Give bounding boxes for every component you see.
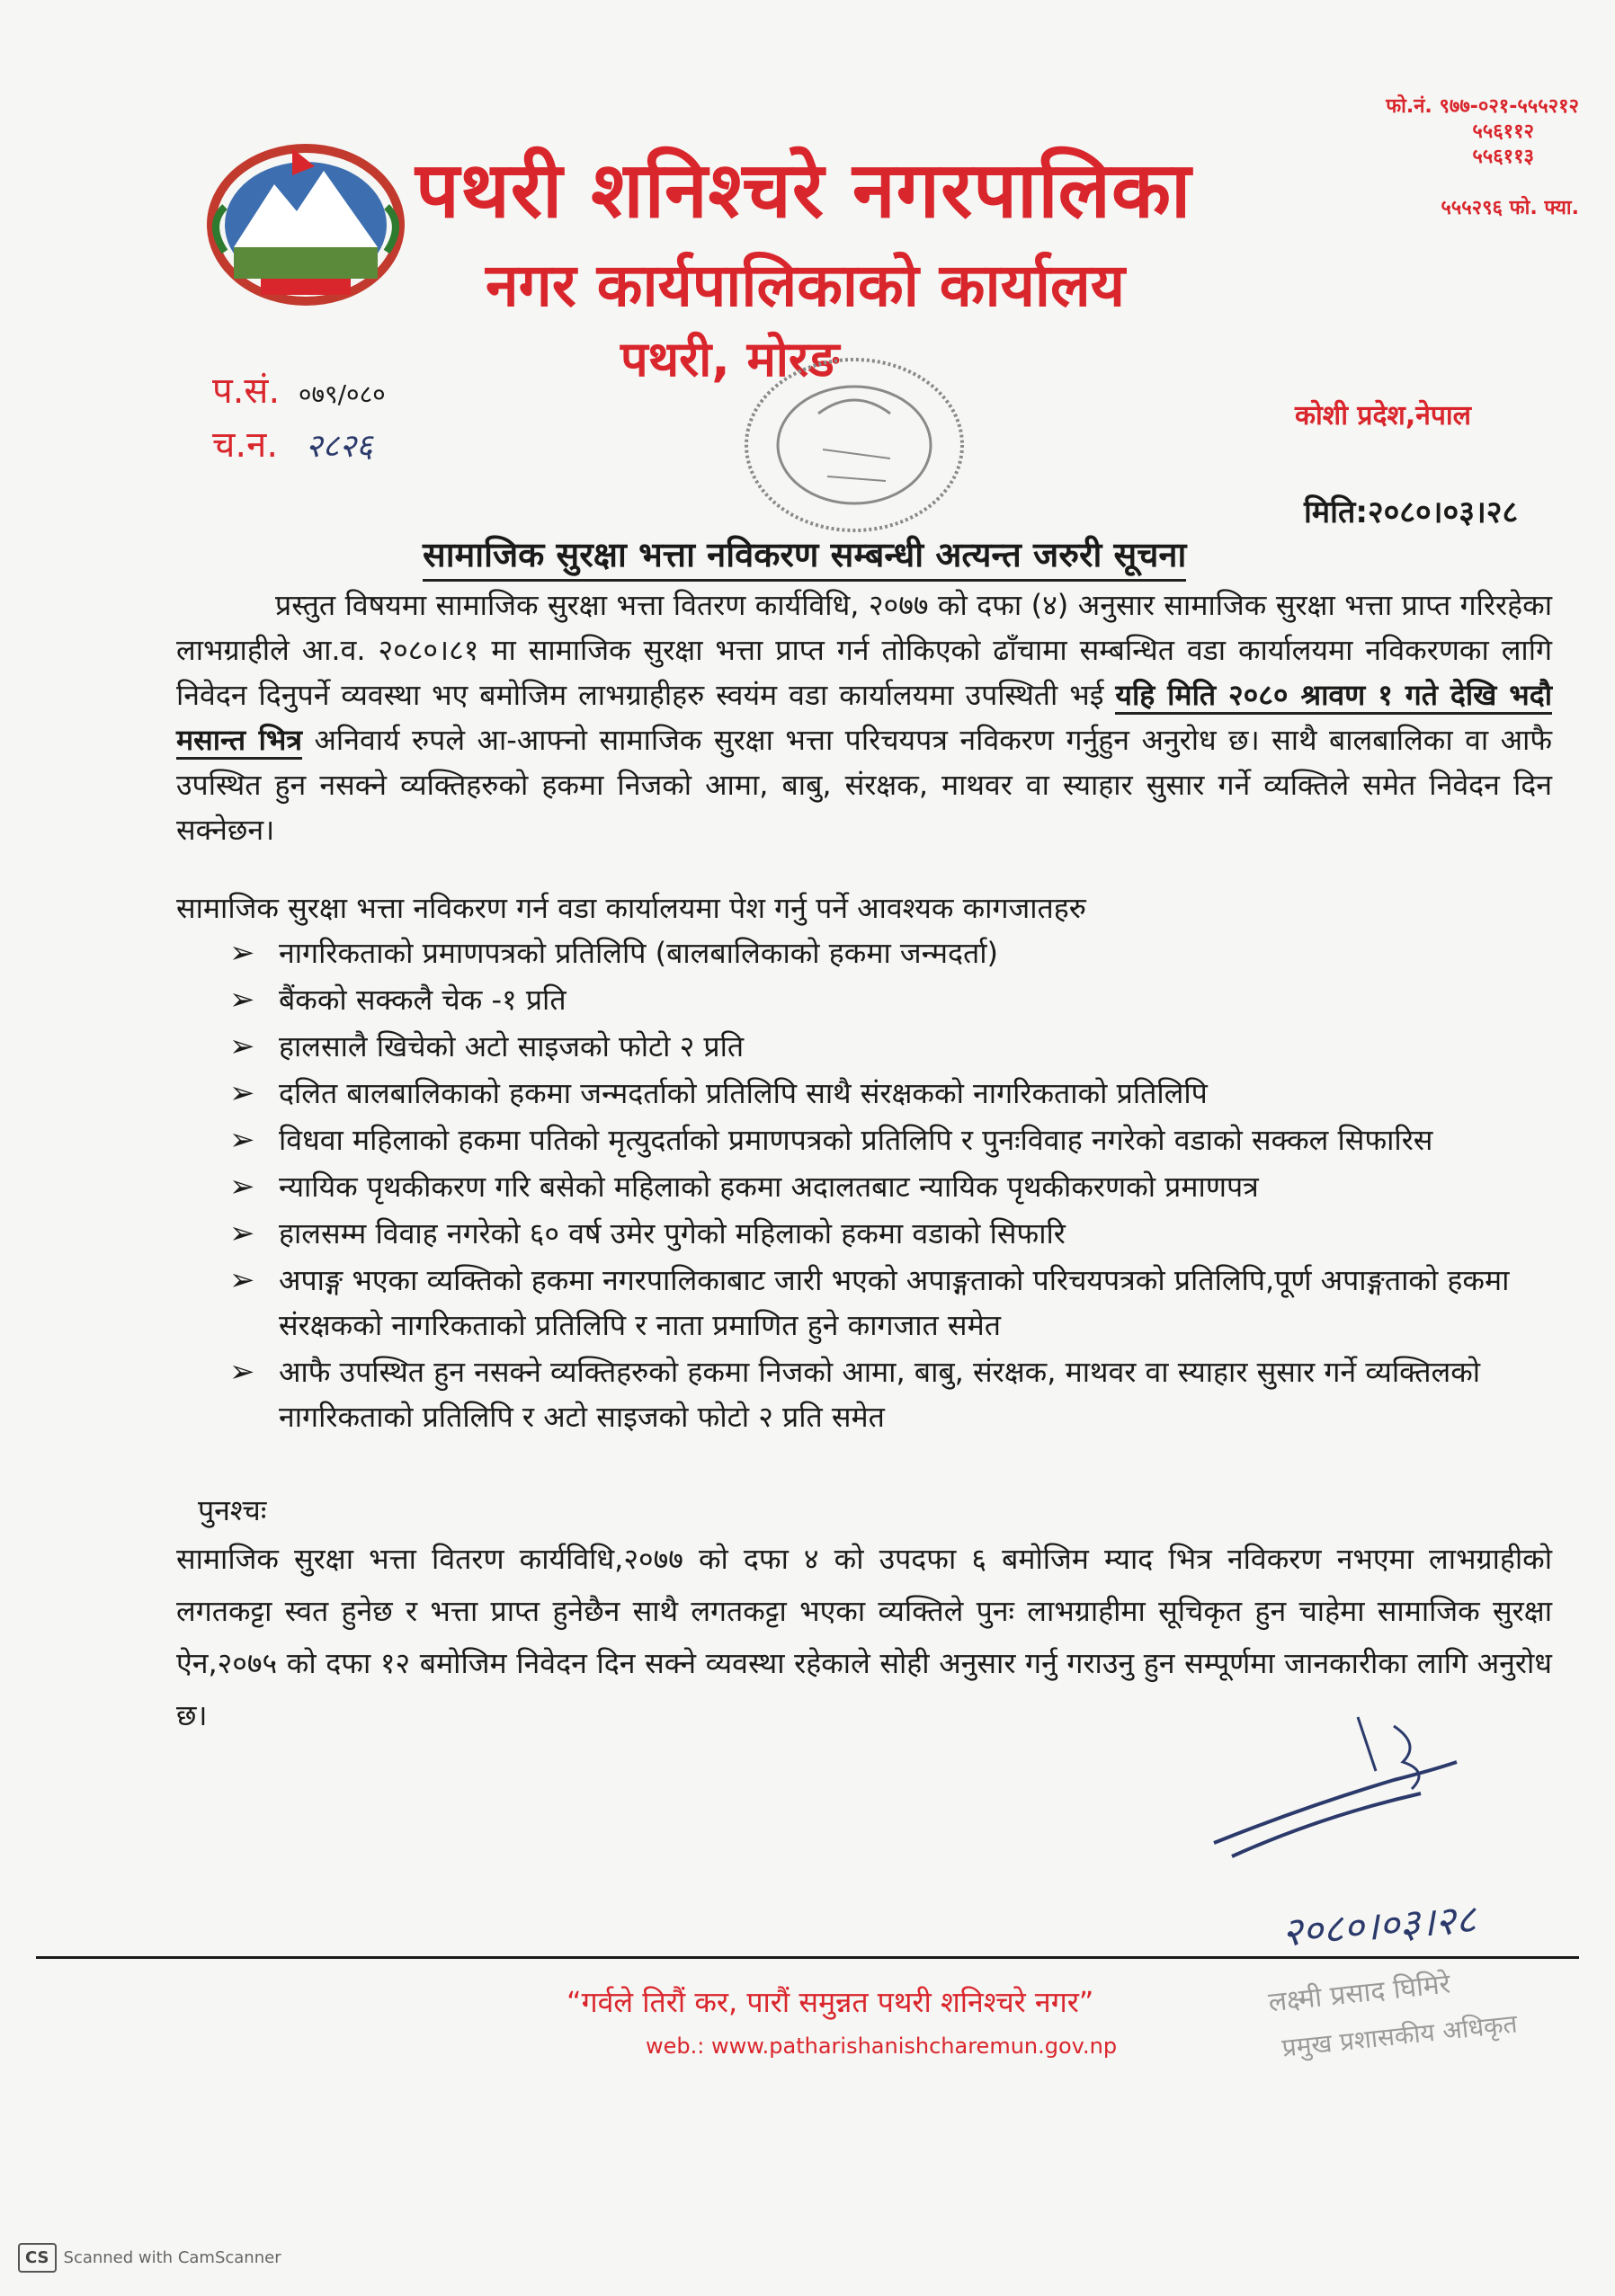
postscript-label: पुनश्चः bbox=[198, 1493, 267, 1527]
intro-deadline-highlight: यहि मिति २०८० श्रावण १ गते देखि भदौ मसान्त भित्र bbox=[176, 678, 1552, 760]
nepal-emblem-logo bbox=[198, 135, 414, 306]
arrow-bullet-icon: ➢ bbox=[229, 1354, 255, 1390]
handwritten-signature bbox=[1196, 1708, 1520, 1909]
ps-label: प.सं. bbox=[212, 370, 281, 412]
arrow-bullet-icon: ➢ bbox=[229, 1215, 255, 1251]
phone-line-2: ५५६११२ bbox=[1472, 120, 1534, 143]
cn-value: २८२६ bbox=[305, 428, 373, 465]
arrow-bullet-icon: ➢ bbox=[229, 1122, 255, 1158]
fax-line: ५५५२९६ फो. फ्या. bbox=[1441, 197, 1579, 219]
arrow-bullet-icon: ➢ bbox=[229, 982, 255, 1018]
cn-label: च.न. bbox=[212, 424, 279, 466]
office-stamp bbox=[737, 351, 971, 543]
office-name: नगर कार्यपालिकाको कार्यालय bbox=[486, 251, 1125, 320]
camscanner-text: Scanned with CamScanner bbox=[63, 2248, 281, 2267]
reference-cn bbox=[212, 418, 373, 467]
list-item: ➢ बैंकको सक्कलै चेक -१ प्रति bbox=[229, 977, 1551, 1022]
list-item: ➢ दलित बालबालिकाको हकमा जन्मदर्ताको प्रतिलिपि साथै संरक्षकको नागरिकताको प्रतिलिपि bbox=[229, 1071, 1551, 1116]
list-item: ➢ नागरिकताको प्रमाणपत्रको प्रतिलिपि (बालबालिकाको हकमा जन्मदर्ता) bbox=[229, 930, 1551, 975]
documents-list bbox=[229, 930, 1551, 1441]
footer-divider bbox=[36, 1956, 1579, 1959]
phone-line-3: ५५६११३ bbox=[1472, 146, 1534, 168]
list-item: ➢ न्यायिक पृथकीकरण गरि बसेको महिलाको हकमा अदालतबाट न्यायिक पृथकीकरणको प्रमाणपत्र bbox=[229, 1164, 1551, 1209]
province: कोशी प्रदेश,नेपाल bbox=[1295, 400, 1472, 432]
arrow-bullet-icon: ➢ bbox=[229, 1075, 255, 1111]
signature-date: २०८०।०३।२८ bbox=[1280, 1896, 1478, 1956]
list-item: ➢ हालसालै खिचेको अटो साइजको फोटो २ प्रति bbox=[229, 1024, 1551, 1069]
office-location: पथरी, मोरङ bbox=[620, 331, 840, 387]
ps-value: ०७९/०८० bbox=[298, 379, 386, 409]
intro-text-before: प्रस्तुत विषयमा सामाजिक सुरक्षा भत्ता वितरण कार्यविधि, २०७७ को दफा (४) अनुसार सामाजिक सुरक्षा भत्ता प्राप्त गरिरहेका लाभग्राहीले आ.व. २०८०।८१ मा सामाजिक सुरक्षा भत्ता प्राप्त गर्न तोकिएको ढाँचामा सम्बन्धित वडा कार्यालयमा नविकरणका लागि निवेदन दिनुपर्ने व्यवस्था भए बमोजिम लाभग्राहीहरु स्वयंम वडा कार्यालयमा उपस्थिती भई bbox=[176, 588, 1552, 712]
reference-ps bbox=[212, 364, 386, 414]
footer-slogan: “गर्वले तिरौं कर, पारौं समुन्नत पथरी शनिश्चरे नगर” bbox=[567, 1985, 1094, 2019]
notice-title: सामाजिक सुरक्षा भत्ता नविकरण सम्बन्धी अत्यन्त जरुरी सूचना bbox=[423, 530, 1186, 582]
list-item: ➢ आफै उपस्थित हुन नसक्ने व्यक्तिहरुको हकमा निजको आमा, बाबु, संरक्षक, माथवर वा स्याहार सुसार गर्ने व्यक्तिलको नागरिकताको प्रतिलिपि र अटो साइजको फोटो २ प्रति समेत bbox=[229, 1349, 1551, 1439]
signatory-title: प्रमुख प्रशासकीय अधिकृत bbox=[1280, 2008, 1519, 2063]
signatory-name: लक्ष्मी प्रसाद घिमिरे bbox=[1266, 1968, 1452, 2019]
arrow-bullet-icon: ➢ bbox=[229, 1262, 255, 1298]
footer-website: web.: www.patharishanishcharemun.gov.np bbox=[646, 2033, 1118, 2059]
list-item: ➢ हालसम्म विवाह नगरेको ६० वर्ष उमेर पुगेको महिलाको हकमा वडाको सिफारि bbox=[229, 1211, 1551, 1256]
municipality-name: पथरी शनिश्चरे नगरपालिका bbox=[415, 146, 1192, 236]
list-item: ➢ अपाङ्ग भएका व्यक्तिको हकमा नगरपालिकाबाट जारी भएको अपाङ्गताको परिचयपत्रको प्रतिलिपि,पूर्ण अपाङ्गताको हकमा संरक्षकको नागरिकताको प्रतिलिपि र नाता प्रमाणित हुने कागजात समेत bbox=[229, 1258, 1551, 1348]
arrow-bullet-icon: ➢ bbox=[229, 1028, 255, 1064]
camscanner-watermark bbox=[18, 2243, 281, 2273]
notice-date: मिति:२०८०।०३।२८ bbox=[1304, 494, 1519, 530]
postscript-paragraph: सामाजिक सुरक्षा भत्ता वितरण कार्यविधि,२०७७ को दफा ४ को उपदफा ६ बमोजिम म्याद भित्र नविकरण नभएमा लाभग्राहीको लगतकट्टा स्वत हुनेछ र भत्ता प्राप्त हुनेछैन साथै लगतकट्टा भएका व्यक्तिले पुनः लाभग्राहीमा सूचिकृत हुन चाहेमा सामाजिक सुरक्षा ऐन,२०७५ को दफा १२ बमोजिम निवेदन दिन सक्ने व्यवस्था रहेकाले सोही अनुसार गर्नु गराउनु हुन सम्पूर्णमा जानकारीका लागि अनुरोध छ। bbox=[176, 1542, 1552, 1732]
list-item: ➢ विधवा महिलाको हकमा पतिको मृत्युदर्ताको प्रमाणपत्रको प्रतिलिपि र पुनःविवाह नगरेको वडाको सक्कल सिफारिस bbox=[229, 1117, 1551, 1162]
phone-line-1: फो.नं. ९७७-०२१-५५५२१२ bbox=[1386, 95, 1579, 118]
documents-heading: सामाजिक सुरक्षा भत्ता नविकरण गर्न वडा कार्यालयमा पेश गर्नु पर्ने आवश्यक कागजातहरु bbox=[176, 891, 1086, 925]
arrow-bullet-icon: ➢ bbox=[229, 935, 255, 971]
camscanner-badge: CS bbox=[18, 2243, 57, 2273]
intro-text-after: अनिवार्य रुपले आ-आफ्नो सामाजिक सुरक्षा भत्ता परिचयपत्र नविकरण गर्नुहुन अनुरोध छ। साथै बालबालिका वा आफै उपस्थित हुन नसक्ने व्यक्तिहरुको हकमा निजको आमा, बाबु, संरक्षक, माथवर वा स्याहार सुसार गर्ने व्यक्तिले समेत निवेदन दिन सक्नेछन। bbox=[176, 723, 1552, 847]
arrow-bullet-icon: ➢ bbox=[229, 1169, 255, 1205]
intro-paragraph bbox=[176, 583, 1552, 852]
